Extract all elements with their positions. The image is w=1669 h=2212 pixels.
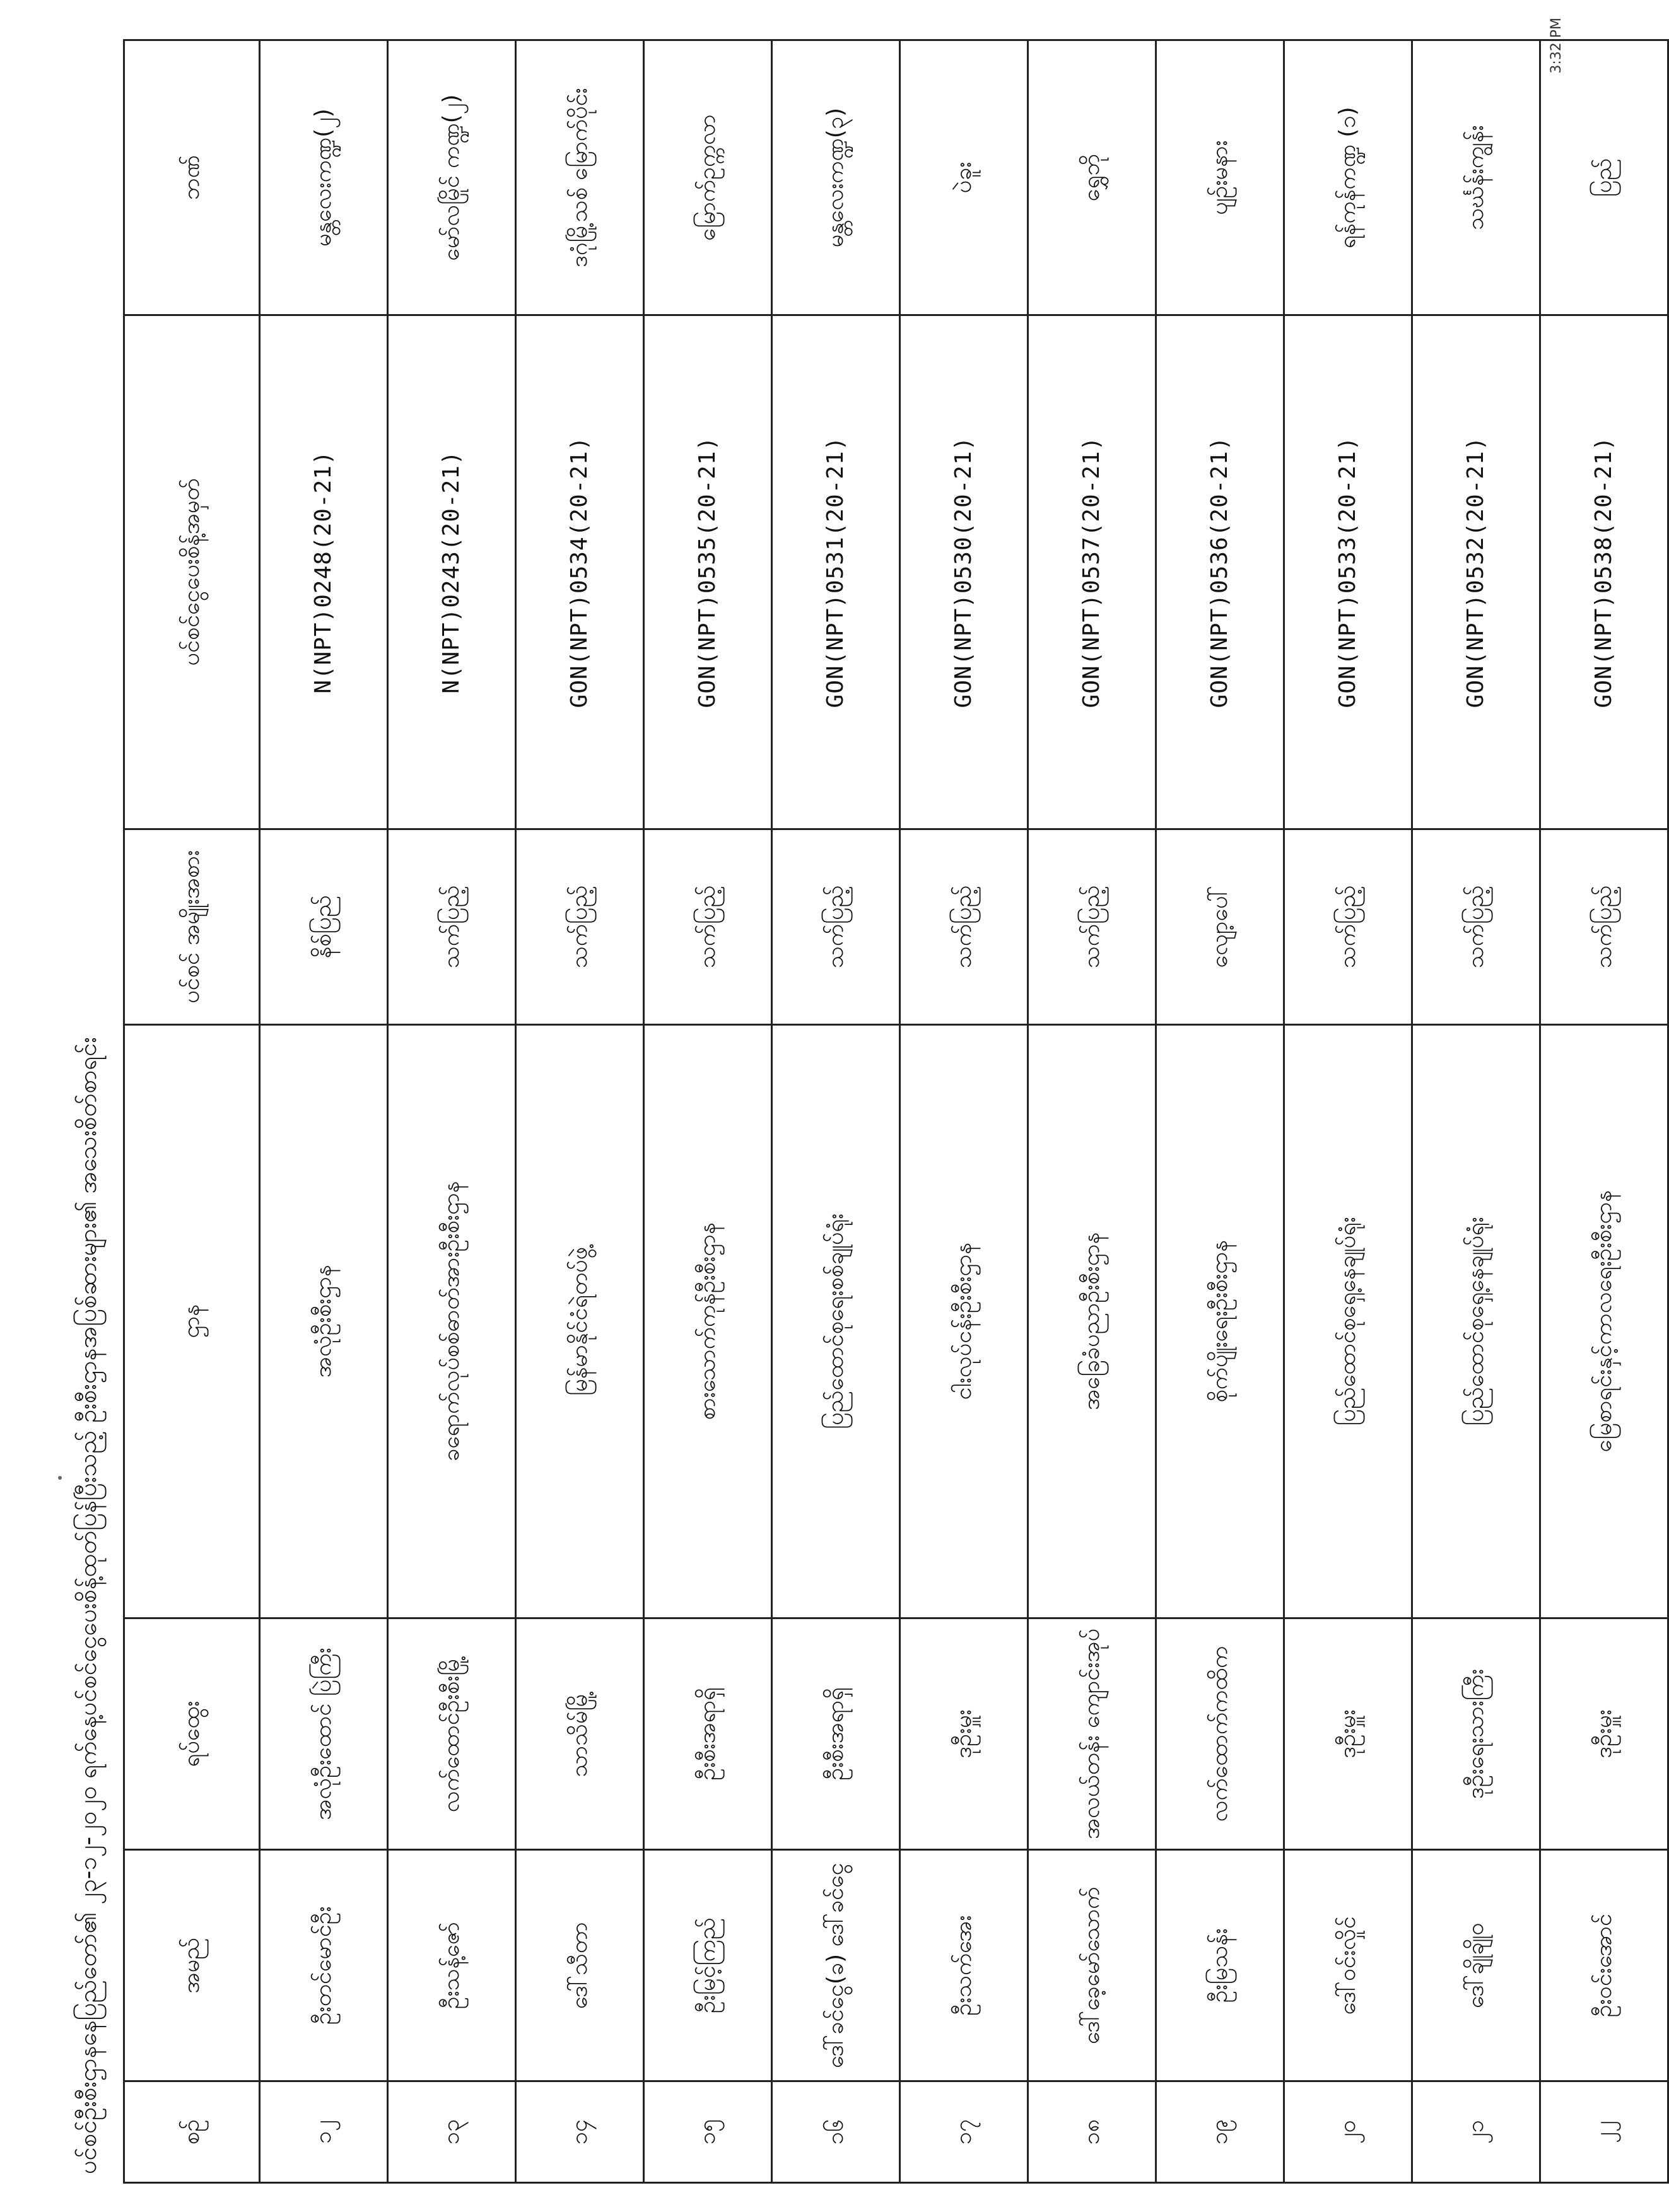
- cell-type: လျော့ပေါ်: [1156, 829, 1284, 1024]
- cell-license: GON(NPT)0535(20-21): [644, 315, 772, 829]
- cell-license: GON(NPT)0537(20-21): [1028, 315, 1156, 829]
- header-type: ပင်စင် အမျိုးအစား: [124, 829, 260, 1024]
- cell-license: N(NPT)0243(20-21): [388, 315, 516, 829]
- cell-name: ဒေါ်ခေ့မော်သောက်: [1028, 1850, 1156, 2081]
- cell-name: ဒေါ်သီတာ: [516, 1850, 644, 2081]
- cell-region: မော်လမြိုင် ကဏ္ဍ(၂): [388, 40, 516, 315]
- cell-license: GON(NPT)0538(20-21): [1540, 315, 1668, 829]
- cell-region: ရန်ကုန်ကဏ္ဍ (၁): [1284, 40, 1412, 315]
- cell-no: ၁၈: [1028, 2081, 1156, 2183]
- cell-no: ၂၀: [1284, 2081, 1412, 2183]
- table-row: [1540, 40, 1668, 2183]
- cell-name: ဒေါ်ဝင်းလှိုင်: [1284, 1850, 1412, 2081]
- cell-license: GON(NPT)0530(20-21): [900, 315, 1028, 829]
- cell-type: သက်ပြည့်: [772, 829, 900, 1024]
- cell-office: မြန်မာနိုင်ငံရဲတပ်ဖွဲ့: [516, 1024, 644, 1618]
- table-row: [1284, 40, 1412, 2183]
- cell-village: ဦးစီးအရာရှိ: [772, 1618, 900, 1849]
- cell-village: လက်ထောက်ကထိက: [1156, 1618, 1284, 1849]
- header-village: ရပ်ထွေး: [124, 1618, 260, 1849]
- cell-type: သက်ပြည့်: [388, 829, 516, 1024]
- cell-name: ဦးသန့်ဇော်: [388, 1850, 516, 2081]
- cell-office: အလုံဦးစီးဌာန: [260, 1024, 388, 1618]
- cell-license: GON(NPT)0531(20-21): [772, 315, 900, 829]
- table-row: [644, 40, 772, 2183]
- cell-type: နိစ်ပြည်: [260, 829, 388, 1024]
- cell-no: ၁၂: [260, 2081, 388, 2183]
- cell-no: ၁၅: [644, 2081, 772, 2183]
- cell-office: ခရောက်လုပ်စစ်ဓာတ်အားဦးစီးဌာန: [388, 1024, 516, 1618]
- cell-type: သက်ပြည့်: [1540, 829, 1668, 1024]
- table-row: [1412, 40, 1540, 2183]
- cell-office: မြေစာရင်းနှင့်ကာလရေးဦးစီးဌာန: [1540, 1024, 1668, 1618]
- cell-region: ဒဂုံမြို့သစ် မြောက်ပိုင်း: [516, 40, 644, 315]
- cell-type: သက်ပြည့်: [1028, 829, 1156, 1024]
- cell-region: ပျဉ်းမနား: [1156, 40, 1284, 315]
- cell-office: စားသောက်ကုန်ဦးစီးဌာန: [644, 1024, 772, 1618]
- cell-region: ပဲခူး: [900, 40, 1028, 315]
- header-region: ဘဏ်: [124, 40, 260, 315]
- cell-region: မြောက်ဥက္ကလာ: [644, 40, 772, 315]
- cell-region: မန္တလေးကဏ္ဍ(၂): [260, 40, 388, 315]
- cell-license: GON(NPT)0534(20-21): [516, 315, 644, 829]
- cell-village: ဒုဦးမှူး: [1540, 1618, 1668, 1849]
- table-row: [516, 40, 644, 2183]
- cell-office: အခြေခံပညာဦးစီးဌာန: [1028, 1024, 1156, 1618]
- cell-name: ဦးသက်အေး: [900, 1850, 1028, 2081]
- document-title: ပင်စင်ဦးစီးဌာနနေပြည်တော်၏ ၂၃-၁၂-၂၀၂၀ ရက်နေ့ပင်စင်ငွေပေးစိန့်ထုတ်ပြန်ပြီးသည့် ဦးစီးဌာနအပြစ်ဆားများ၏ အသေးစိတ်စာရင်း: [74, 1037, 102, 2174]
- cell-office: ပြည်ထောင်စုရေးစစ်ချုပ်ရုံး: [772, 1024, 900, 1618]
- cell-region: ပြည်: [1540, 40, 1668, 315]
- cell-office: စိုက်ပျိုးရေးဦးစီးဌာန: [1156, 1024, 1284, 1618]
- table-row: [772, 40, 900, 2183]
- cell-village: သာသိမ်မြို့: [516, 1618, 644, 1849]
- cell-village: လက်ထောင်ဦးစီးမြို့: [388, 1618, 516, 1849]
- cell-office: ပြည်ထောင်စုရှေ့နေချုပ်ရုံး: [1412, 1024, 1540, 1618]
- cell-name: ဒေါ်ခင်ငွေ(ခ) ဒေါ်ခင်ငွေ: [772, 1850, 900, 2081]
- table-header-row: [124, 40, 260, 2183]
- table-row: [388, 40, 516, 2183]
- table-row: [1028, 40, 1156, 2183]
- header-license: ပင်စင်ငွေပေးစိန့်အမှတ်: [124, 315, 260, 829]
- cell-village: ဒုဦးမှူး: [900, 1618, 1028, 1849]
- cell-no: ၁၄: [516, 2081, 644, 2183]
- cell-license: GON(NPT)0536(20-21): [1156, 315, 1284, 829]
- cell-village: ဦးစီးအရာရှိ: [644, 1618, 772, 1849]
- cell-office: ငါးလုပ်ငန်းဦးစီးဌာန: [900, 1024, 1028, 1618]
- cell-region: ရွှေဘို: [1028, 40, 1156, 315]
- cell-license: GON(NPT)0532(20-21): [1412, 315, 1540, 829]
- timestamp: 3:32 PM: [1549, 18, 1564, 74]
- cell-region: သင်္ဃန်းကျွန်း: [1412, 40, 1540, 315]
- table-row: [1156, 40, 1284, 2183]
- cell-type: သက်ပြည့်: [516, 829, 644, 1024]
- cell-license: N(NPT)0248(20-21): [260, 315, 388, 829]
- cell-office: ပြည်ထောင်စုရှေ့နေချုပ်ရုံး: [1284, 1024, 1412, 1618]
- table-row: [260, 40, 388, 2183]
- cell-name: ဒေါ်ချိုချိုဝ: [1412, 1850, 1540, 2081]
- cell-no: ၂၂: [1540, 2081, 1668, 2183]
- cell-village: အလုံဦးထောင် ပြဲကြီး: [260, 1618, 388, 1849]
- cell-type: သက်ပြည့်: [1284, 829, 1412, 1024]
- cell-type: သက်ပြည့်: [644, 829, 772, 1024]
- cell-name: ဦးတင်မောင်ဦး: [260, 1850, 388, 2081]
- cell-type: သက်ပြည့်: [900, 829, 1028, 1024]
- cell-village: ဒုဦးရေးသားကြီး: [1412, 1618, 1540, 1849]
- cell-village: ဒုဦးမှူး: [1284, 1618, 1412, 1849]
- cell-name: ဦးမြသန်း: [1156, 1850, 1284, 2081]
- cell-name: ဦးမြင့်ကြည်: [644, 1850, 772, 2081]
- pension-table: [123, 39, 1669, 2184]
- cell-no: ၁၇: [900, 2081, 1028, 2183]
- header-name: အမည်: [124, 1850, 260, 2081]
- cell-license: GON(NPT)0533(20-21): [1284, 315, 1412, 829]
- header-no: စဉ်: [124, 2081, 260, 2183]
- header-office: ဌာန: [124, 1024, 260, 1618]
- cell-village: အလယ်တန်း ကျောင်းအုပ်: [1028, 1618, 1156, 1849]
- cell-name: ဦးဝင်းအောင်: [1540, 1850, 1668, 2081]
- cell-no: ၁၃: [388, 2081, 516, 2183]
- cell-no: ၂၁: [1412, 2081, 1540, 2183]
- cell-no: ၁၉: [1156, 2081, 1284, 2183]
- table-row: [900, 40, 1028, 2183]
- cell-type: သက်ပြည့်: [1412, 829, 1540, 1024]
- cell-no: ၁၆: [772, 2081, 900, 2183]
- cell-region: မန္တလေးကဏ္ဍ(၃): [772, 40, 900, 315]
